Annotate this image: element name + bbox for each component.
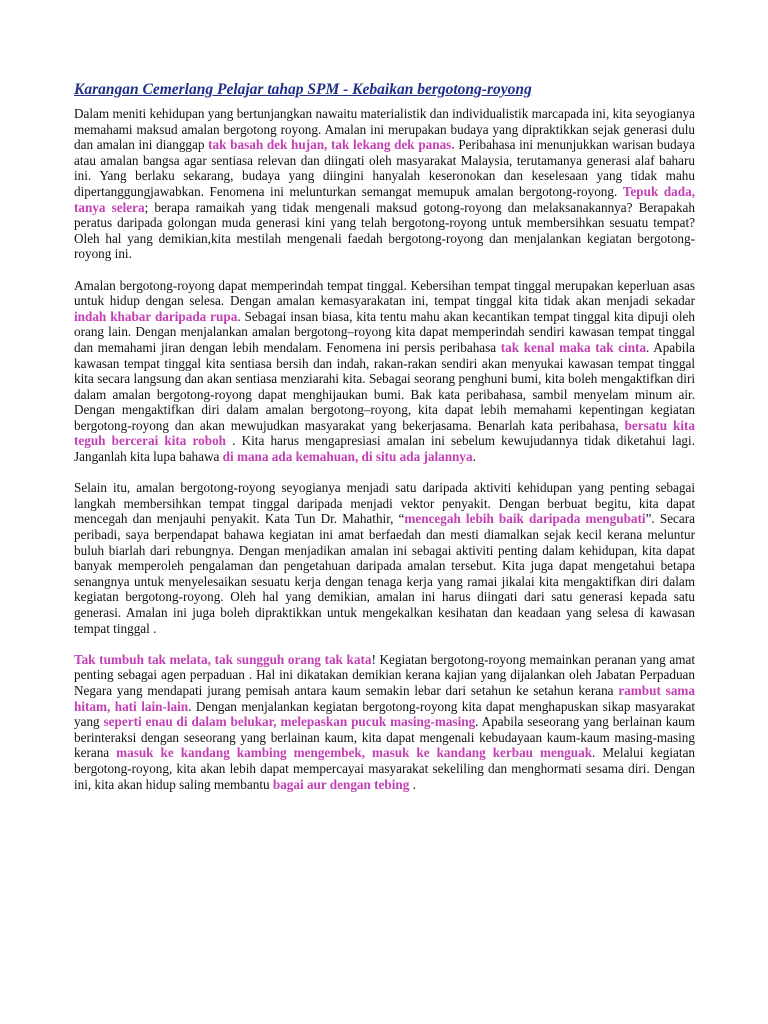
highlighted-phrase: bagai aur dengan tebing — [272, 776, 410, 792]
text-run: . Kita harus mengapresiasi amalan ini sebelum kewujudannya tidak diketahui lagi. Janganlah kita lupa bahawa — [74, 433, 695, 465]
text-run: Dalam meniti kehidupan yang bertunjangkan nawaitu materialistik dan individualistik marcapada ini, kita seyogianya memahami maksud amalan bergotong royong. Amalan ini merupakan budaya yang dipraktikkan sejak generasi dulu dan amalan ini dianggap — [74, 106, 695, 153]
text-run: Selain itu, amalan bergotong-royong seyogianya menjadi satu daripada aktiviti kehidupan yang penting sebagai langkah membersihkan tempat tinggal daripada menjadi vektor penyakit. Dengan berbuat begitu, kita dapat mencegah dan menjauhi penyakit. Kata Tun Dr. Mahathir, “ — [74, 480, 695, 527]
text-run: . Melalui kegiatan bergotong-royong, kita akan lebih dapat mempercayai masyarakat sekeliling dan menghormati sesama diri. Dengan ini, kita akan hidup saling membantu — [74, 745, 696, 792]
paragraph-4 — [74, 652, 695, 792]
text-run: ! Kegiatan bergotong-royong memainkan peranan yang amat penting sebagai agen perpaduan . Hal ini dikatakan demikian kerana kajian yang dijalankan oleh Jabatan Perpaduan Negara yang mendapati jurang pemisah antara kaum semakin lebar dari setahun ke setahun kerana — [74, 651, 695, 698]
highlighted-phrase: masuk ke kandang kambing mengembek, masuk ke kandang kerbau menguak — [116, 745, 593, 761]
highlighted-phrase: Tak tumbuh tak melata, tak sungguh orang tak kata — [74, 651, 372, 667]
text-run: Amalan bergotong-royong dapat memperindah tempat tinggal. Kebersihan tempat tinggal merupakan keperluan asas untuk hidup dengan selesa. Dengan amalan kemasyarakatan ini, tempat tinggal kita tidak akan menjadi sekadar — [74, 277, 695, 309]
highlighted-phrase: tak basah dek hujan, tak lekang dek panas. — [208, 137, 455, 153]
text-run: . Dengan menjalankan kegiatan bergotong-royong kita dapat menghapuskan sikap masyarakat yang — [74, 698, 696, 730]
text-run: . — [472, 449, 476, 465]
highlighted-phrase: indah khabar daripada rupa — [74, 308, 238, 324]
text-run: . Apabila seseorang yang berlainan kaum berinteraksi dengan seseorang yang berlainan kaum, kita dapat mengenali kebudayaan kaum-kaum masing-masing kerana — [74, 714, 695, 761]
highlighted-phrase: mencegah lebih baik daripada mengubati — [404, 511, 646, 527]
highlighted-phrase: di mana ada kemahuan, di situ ada jalannya — [222, 449, 473, 465]
text-run: . Apabila kawasan tempat tinggal kita sentiasa bersih dan indah, rakan-rakan sendiri akan menyukai kawasan tempat tinggal kita secara langsung dan akan sentiasa menziarahi kita. Sebagai seorang penghuni bumi, kita boleh mengaktifkan diri dalam amalan bergotong-royong dapat menghijaukan bumi. Bak kata peribahasa, sambil menyelam minum air. Dengan mengaktifkan diri dalam amalan bergotong–royong, kita dapat lebih memahami kepentingan kegiatan bergotong-royong dan akan mewujudkan masyarakat yang bekerjasama. Benarlah kata peribahasa, — [74, 339, 695, 433]
text-run: ; berapa ramaikah yang tidak mengenali maksud gotong-royong dan melaksanakannya? Berapakah peratus daripada golongan muda generasi kini yang telah bergotong-royong untuk membersihkan sesuatu tempat? Oleh hal yang demikian,kita mestilah mengenali faedah bergotong-royong dan menjalankan kegiatan bergotong-royong ini. — [74, 199, 695, 262]
highlighted-phrase: rambut sama hitam, hati lain-lain — [74, 682, 695, 714]
document-body — [74, 81, 695, 808]
paragraph-2 — [74, 278, 695, 465]
text-run: Peribahasa ini menunjukkan warisan budaya atau amalan bangsa agar sentiasa relevan dan diingati oleh masyarakat Malaysia, terutamanya generasi alaf baharu ini. Yang berlaku sekarang, budaya yang diingini hanyalah keseronokan dan keselesaan yang tidak mahu dipertanggungjawabkan. Fenomena ini melunturkan semangat memupuk amalan bergotong-royong. — [74, 137, 696, 199]
text-run: . Sebagai insan biasa, kita tentu mahu akan kecantikan tempat tinggal kita dipuji oleh orang lain. Dengan menjalankan amalan bergotong–royong kita dapat memperindah sendiri kawasan tempat tinggal dan memahami jiran dengan lebih mendalam. Fenomena ini persis peribahasa — [74, 308, 696, 355]
highlighted-phrase: seperti enau di dalam belukar, melepaskan pucuk masing-masing — [103, 714, 476, 730]
highlighted-phrase: Tepuk dada, tanya selera — [74, 183, 695, 215]
text-run: . — [409, 776, 416, 792]
highlighted-phrase: tak kenal maka tak cinta — [500, 339, 647, 355]
paragraph-3 — [74, 480, 695, 636]
paragraph-1 — [74, 106, 695, 262]
text-run: ”. Secara peribadi, saya berpendapat bahawa kegiatan ini amat berfaedah dan mesti diamalkan sejak kecil kerana meluntur buluh biarlah dari rebungnya. Dengan menjadikan amalan ini sebagai aktiviti penting dalam kehidupan, kita dapat banyak memperoleh pengalaman dan pengetahuan daripada amalan tersebut. Kita juga dapat mengetahui betapa senangnya untuk menyelesaikan sesuatu kerja dengan tenaga kerja yang ramai jikalai kita mengaktifkan diri dalam kegiatan bergotong-royong. Oleh hal yang demikian, amalan ini harus diingati dari satu generasi kepada satu generasi. Amalan ini juga boleh dipraktikkan untuk mengekalkan kesihatan dan keadaan yang selesa di kawasan tempat tinggal . — [74, 511, 696, 636]
document-title: Karangan Cemerlang Pelajar tahap SPM - Kebaikan bergotong-royong — [74, 81, 532, 98]
highlighted-phrase: bersatu kita teguh bercerai kita roboh — [74, 417, 695, 449]
